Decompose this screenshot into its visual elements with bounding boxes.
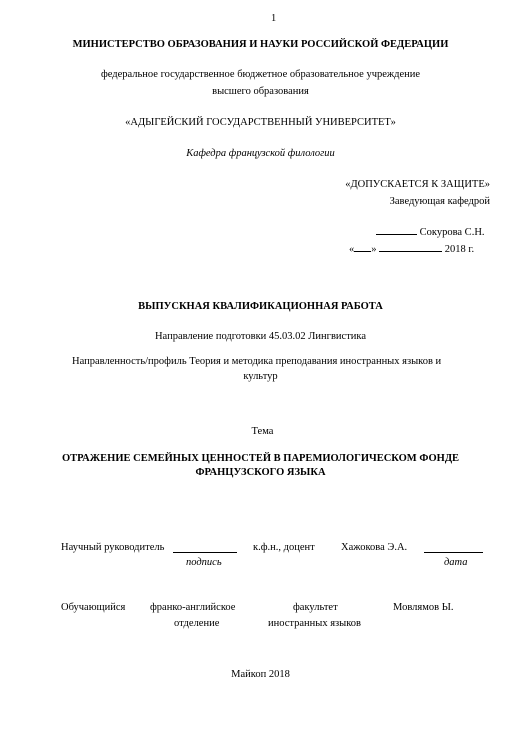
profile-line2: культур [243,371,278,382]
student-department-line1: франко-английское [150,602,236,613]
student-department-line2: отделение [174,618,220,629]
department-name: Кафедра французской филологии [186,148,335,159]
supervisor-label: Научный руководитель [61,542,165,553]
topic-title-line1: ОТРАЖЕНИЕ СЕМЕЙНЫХ ЦЕННОСТЕЙ В ПАРЕМИОЛОГИЧЕСКОМ ФОНДЕ [61,453,460,464]
signature-blank [376,225,417,235]
work-type-heading: ВЫПУСКНАЯ КВАЛИФИКАЦИОННАЯ РАБОТА [138,301,383,312]
institution-type-line1: федеральное государственное бюджетное образовательное учреждение [100,69,421,80]
head-name: Сокурова С.Н. [419,227,485,238]
date-close-quote: » [371,244,377,255]
date-caption: дата [444,557,468,568]
topic-label: Тема [251,426,274,437]
date-year: 2018 г. [444,244,475,255]
study-direction: Направление подготовки 45.03.02 Лингвистика [154,331,367,342]
university-name: «АДЫГЕЙСКИЙ ГОСУДАРСТВЕННЫЙ УНИВЕРСИТЕТ» [125,117,396,128]
day-blank [354,242,371,252]
month-blank [379,242,442,252]
profile-line1: Направленность/профиль Теория и методика преподавания иностранных языков и [72,356,442,367]
approval-role: Заведующая кафедрой [389,196,490,207]
date-open-quote: « [349,244,355,255]
supervisor-signature-blank [173,543,237,553]
supervisor-degree: к.ф.н., доцент [253,542,315,553]
supervisor-date-blank [424,543,483,553]
ministry-heading: МИНИСТЕРСТВО ОБРАЗОВАНИЯ И НАУКИ РОССИЙСКОЙ ФЕДЕРАЦИИ [72,39,449,50]
institution-type-line2: высшего образования [212,86,309,97]
student-name: Мовлямов Ы. [393,602,454,613]
supervisor-name: Хажокова Э.А. [341,542,408,553]
student-faculty-line1: факультет [293,602,338,613]
signature-caption: подпись [186,557,222,568]
student-faculty-line2: иностранных языков [268,618,362,629]
approval-title: «ДОПУСКАЕТСЯ К ЗАЩИТЕ» [345,179,490,190]
approval-date-line [349,242,474,257]
approval-signature-line [376,225,485,240]
topic-title-line2: ФРАНЦУЗСКОГО ЯЗЫКА [195,467,326,478]
city-year: Майкоп 2018 [231,669,290,680]
page-number: 1 [271,13,277,24]
student-label: Обучающийся [61,602,126,613]
